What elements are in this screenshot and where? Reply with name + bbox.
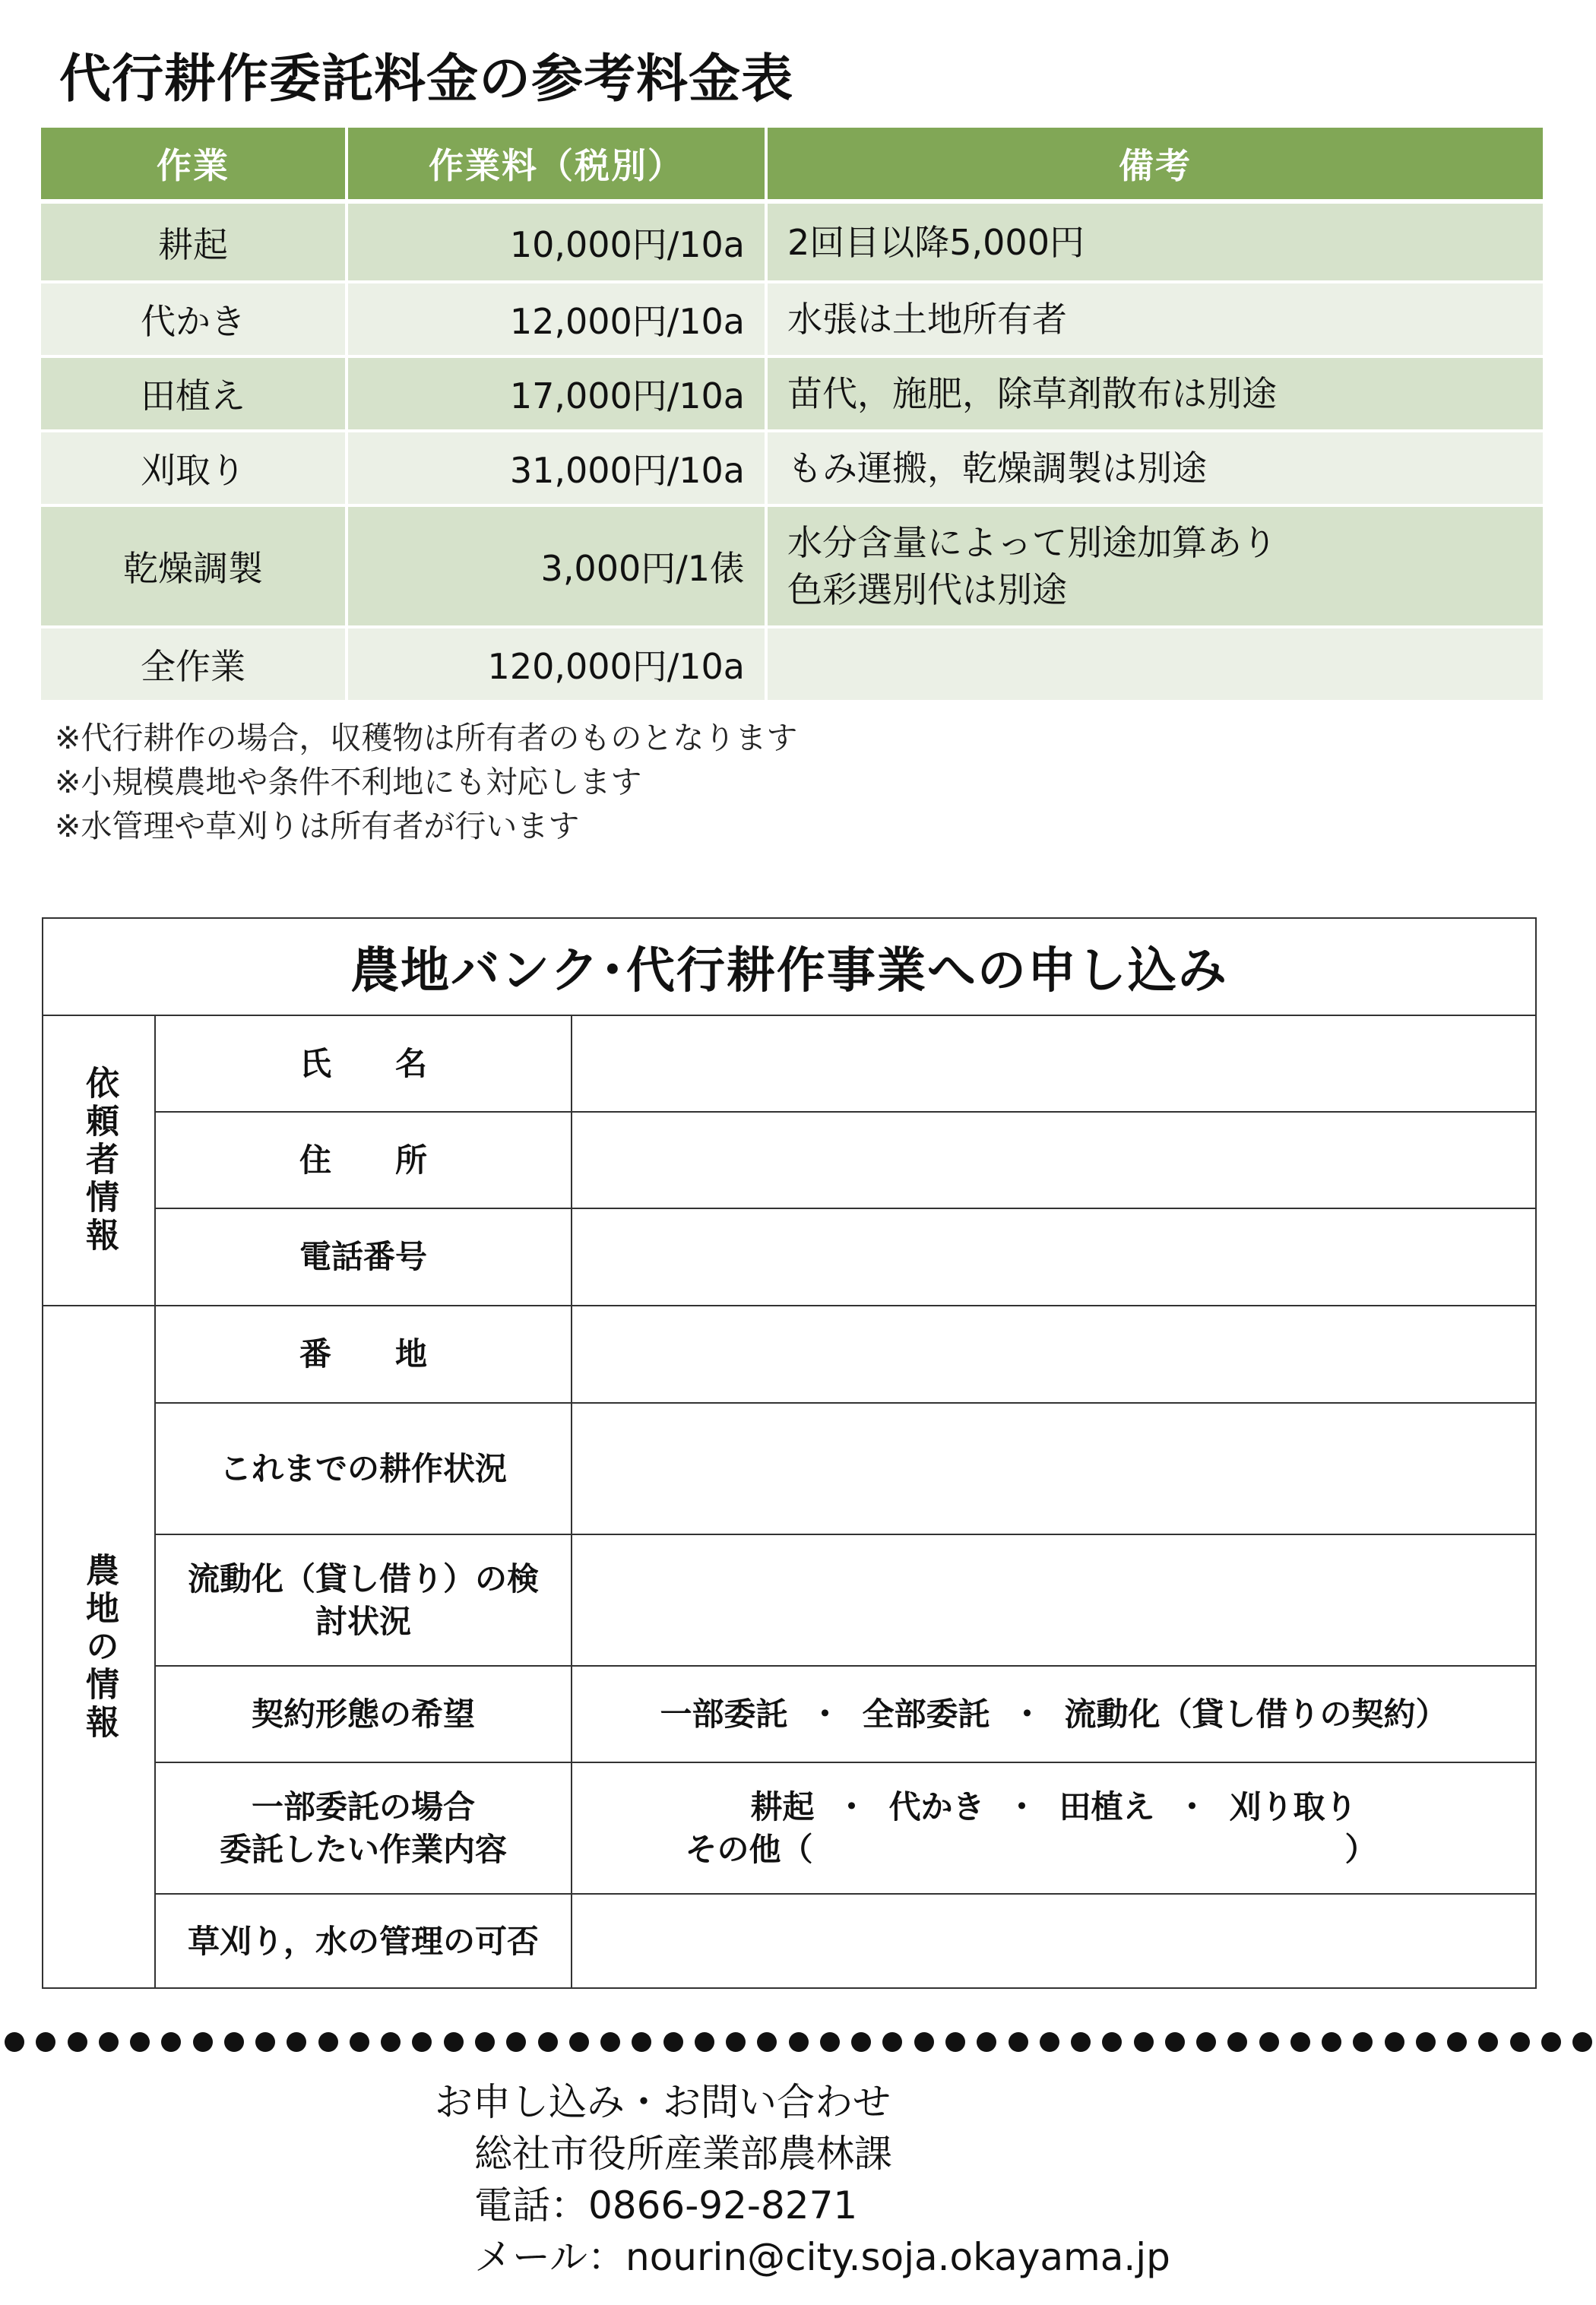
- divider-dot: [1009, 2032, 1028, 2052]
- application-form: [42, 917, 1537, 1989]
- remark-line: 水張は土地所有者: [787, 299, 1067, 340]
- divider-dot: [1196, 2032, 1216, 2052]
- weeding-field[interactable]: [572, 1895, 1535, 1989]
- table-row: [40, 356, 1544, 431]
- contact-phone: 電話：0866-92-8271: [474, 2183, 858, 2227]
- work-cell: 田植え: [40, 356, 347, 431]
- divider-dot: [695, 2032, 714, 2052]
- work-cell: 乾燥調製: [40, 505, 347, 627]
- divider-dot: [538, 2032, 558, 2052]
- divider-dot: [914, 2032, 934, 2052]
- divider-dot: [1447, 2032, 1467, 2052]
- remark-cell: [766, 201, 1544, 282]
- header-fee: 作業料（税別）: [347, 128, 766, 201]
- separator: ・: [1005, 1787, 1038, 1825]
- divider-dot: [1353, 2032, 1373, 2052]
- divider-dot: [789, 2032, 809, 2052]
- contact-info: [435, 2076, 1170, 2283]
- farmland-category-label: 農地の情報: [80, 1553, 119, 1743]
- remark-cell: [766, 505, 1544, 627]
- divider-dot: [1290, 2032, 1310, 2052]
- work-cell: 刈取り: [40, 431, 347, 505]
- divider-dot: [1510, 2032, 1530, 2052]
- divider-dot: [255, 2032, 275, 2052]
- phone-field[interactable]: [572, 1209, 1535, 1306]
- work-option-tilling[interactable]: 耕起: [750, 1787, 815, 1825]
- divider-dot: [1071, 2032, 1091, 2052]
- divider-dot: [318, 2032, 338, 2052]
- divider-dot: [412, 2032, 432, 2052]
- divider-dot: [632, 2032, 651, 2052]
- divider-dot: [193, 2032, 213, 2052]
- divider-dot: [945, 2032, 965, 2052]
- work-cell: 全作業: [40, 627, 347, 701]
- table-row: [40, 505, 1544, 627]
- divider-dot: [5, 2032, 24, 2052]
- label-liquidity-text: 流動化（貸し借り）の検: [187, 1559, 539, 1597]
- form-title: 農地バンク･代行耕作事業への申し込み: [43, 919, 1535, 1016]
- remark-line: 色彩選別代は別途: [787, 569, 1067, 610]
- other-label: その他（: [685, 1830, 813, 1868]
- divider-dot: [663, 2032, 683, 2052]
- divider-dot: [68, 2032, 87, 2052]
- divider-dot: [161, 2032, 181, 2052]
- page-title: 代行耕作委託料金の参考料金表: [59, 49, 794, 109]
- remark-line: 2回目以降5,000円: [787, 221, 1085, 263]
- note-line: ※水管理や草刈りは所有者が行います: [55, 808, 580, 844]
- divider-dot: [1322, 2032, 1341, 2052]
- label-phone-text: 電話番号: [299, 1238, 427, 1275]
- requester-category: [43, 1016, 156, 1306]
- header-remarks: 備考: [766, 128, 1544, 201]
- label-address: [156, 1113, 572, 1209]
- work-option-harvest[interactable]: 刈り取り: [1229, 1787, 1357, 1825]
- contact-heading: お申し込み・お問い合わせ: [435, 2080, 891, 2124]
- farmland-category: [43, 1306, 156, 1989]
- work-option-puddling[interactable]: 代かき: [888, 1787, 985, 1825]
- label-weeding-text: 草刈り，水の管理の可否: [187, 1923, 539, 1960]
- table-row: [40, 627, 1544, 701]
- divider-dot: [1102, 2032, 1122, 2052]
- contract-option-partial[interactable]: 一部委託: [660, 1695, 788, 1733]
- divider-dot: [130, 2032, 150, 2052]
- label-lot-text: 番 地: [299, 1335, 427, 1373]
- remark-cell: [766, 627, 1544, 701]
- work-cell: 耕起: [40, 201, 347, 282]
- price-table: [38, 128, 1546, 703]
- work-option-planting[interactable]: 田植え: [1059, 1787, 1155, 1825]
- name-field[interactable]: [572, 1016, 1535, 1113]
- separator: ・: [1011, 1695, 1043, 1733]
- divider-dot: [726, 2032, 746, 2052]
- divider-dot: [350, 2032, 369, 2052]
- divider-dot: [36, 2032, 55, 2052]
- table-row: [40, 201, 1544, 282]
- fee-cell: 17,000円/10a: [347, 356, 766, 431]
- lot-field[interactable]: [572, 1306, 1535, 1404]
- label-contract: [156, 1667, 572, 1763]
- divider-dot: [1385, 2032, 1404, 2052]
- history-field[interactable]: [572, 1404, 1535, 1535]
- divider-dot: [851, 2032, 871, 2052]
- address-field[interactable]: [572, 1113, 1535, 1209]
- label-address-text: 住 所: [299, 1141, 427, 1179]
- divider-dot: [600, 2032, 620, 2052]
- divider-dot: [224, 2032, 244, 2052]
- divider-dot: [1165, 2032, 1185, 2052]
- remark-line: もみ運搬，乾燥調製は別途: [787, 448, 1207, 489]
- separator: ・: [809, 1695, 841, 1733]
- remark-line: 苗代，施肥，除草剤散布は別途: [787, 373, 1277, 414]
- contract-options: [572, 1667, 1535, 1763]
- divider-dot: [506, 2032, 526, 2052]
- label-name-text: 氏 名: [299, 1044, 427, 1082]
- note-line: ※代行耕作の場合，収穫物は所有者のものとなります: [55, 720, 798, 756]
- contact-department: 総社市役所産業部農林課: [474, 2132, 892, 2176]
- remark-cell: [766, 431, 1544, 505]
- label-partial-text: 一部委託の場合: [251, 1787, 475, 1825]
- divider-dot: [882, 2032, 902, 2052]
- remark-line: 水分含量によって別途加算あり: [787, 522, 1277, 563]
- fee-cell: 31,000円/10a: [347, 431, 766, 505]
- divider-dot: [99, 2032, 119, 2052]
- work-options: [572, 1763, 1535, 1895]
- requester-category-label: 依頼者情報: [80, 1065, 119, 1255]
- divider-dot: [475, 2032, 495, 2052]
- divider-dot: [1572, 2032, 1592, 2052]
- note-line: ※小規模農地や条件不利地にも対応します: [55, 764, 642, 800]
- divider-dot: [1259, 2032, 1279, 2052]
- divider-dot: [820, 2032, 840, 2052]
- fee-cell: 120,000円/10a: [347, 627, 766, 701]
- label-lot: [156, 1306, 572, 1404]
- label-phone: [156, 1209, 572, 1306]
- divider-dot: [569, 2032, 589, 2052]
- divider-dot: [287, 2032, 306, 2052]
- label-contract-text: 契約形態の希望: [251, 1695, 475, 1733]
- fee-cell: 10,000円/10a: [347, 201, 766, 282]
- divider-dot: [1227, 2032, 1247, 2052]
- label-liquidity: [156, 1535, 572, 1667]
- divider-dot: [1416, 2032, 1436, 2052]
- remark-cell: [766, 282, 1544, 356]
- divider-dot: [1541, 2032, 1561, 2052]
- label-liquidity-text: 討状況: [315, 1602, 411, 1640]
- divider-dot: [1134, 2032, 1154, 2052]
- header-work: 作業: [40, 128, 347, 201]
- work-cell: 代かき: [40, 282, 347, 356]
- label-history: [156, 1404, 572, 1535]
- divider-dot: [977, 2032, 996, 2052]
- notes: [55, 716, 797, 848]
- separator: ・: [1176, 1787, 1208, 1825]
- dotted-divider: [5, 2031, 1593, 2053]
- divider-dot: [444, 2032, 464, 2052]
- label-partial-text: 委託したい作業内容: [219, 1830, 507, 1868]
- divider-dot: [1040, 2032, 1059, 2052]
- table-row: [40, 431, 1544, 505]
- remark-cell: [766, 356, 1544, 431]
- separator: ・: [835, 1787, 868, 1825]
- divider-dot: [1478, 2032, 1498, 2052]
- label-name: [156, 1016, 572, 1113]
- divider-dot: [381, 2032, 401, 2052]
- label-history-text: これまでの耕作状況: [219, 1449, 507, 1487]
- fee-cell: 3,000円/1俵: [347, 505, 766, 627]
- divider-dot: [757, 2032, 777, 2052]
- liquidity-field[interactable]: [572, 1535, 1535, 1667]
- price-table-header: [40, 128, 1544, 201]
- contact-email[interactable]: メール：nourin@city.soja.okayama.jp: [474, 2235, 1170, 2279]
- contract-option-full[interactable]: 全部委託: [862, 1695, 990, 1733]
- other-close: ）: [1344, 1830, 1377, 1868]
- label-weeding: [156, 1895, 572, 1989]
- table-row: [40, 282, 1544, 356]
- fee-cell: 12,000円/10a: [347, 282, 766, 356]
- contract-option-liquidity[interactable]: 流動化（貸し借りの契約）: [1064, 1695, 1448, 1733]
- label-partial-work: [156, 1763, 572, 1895]
